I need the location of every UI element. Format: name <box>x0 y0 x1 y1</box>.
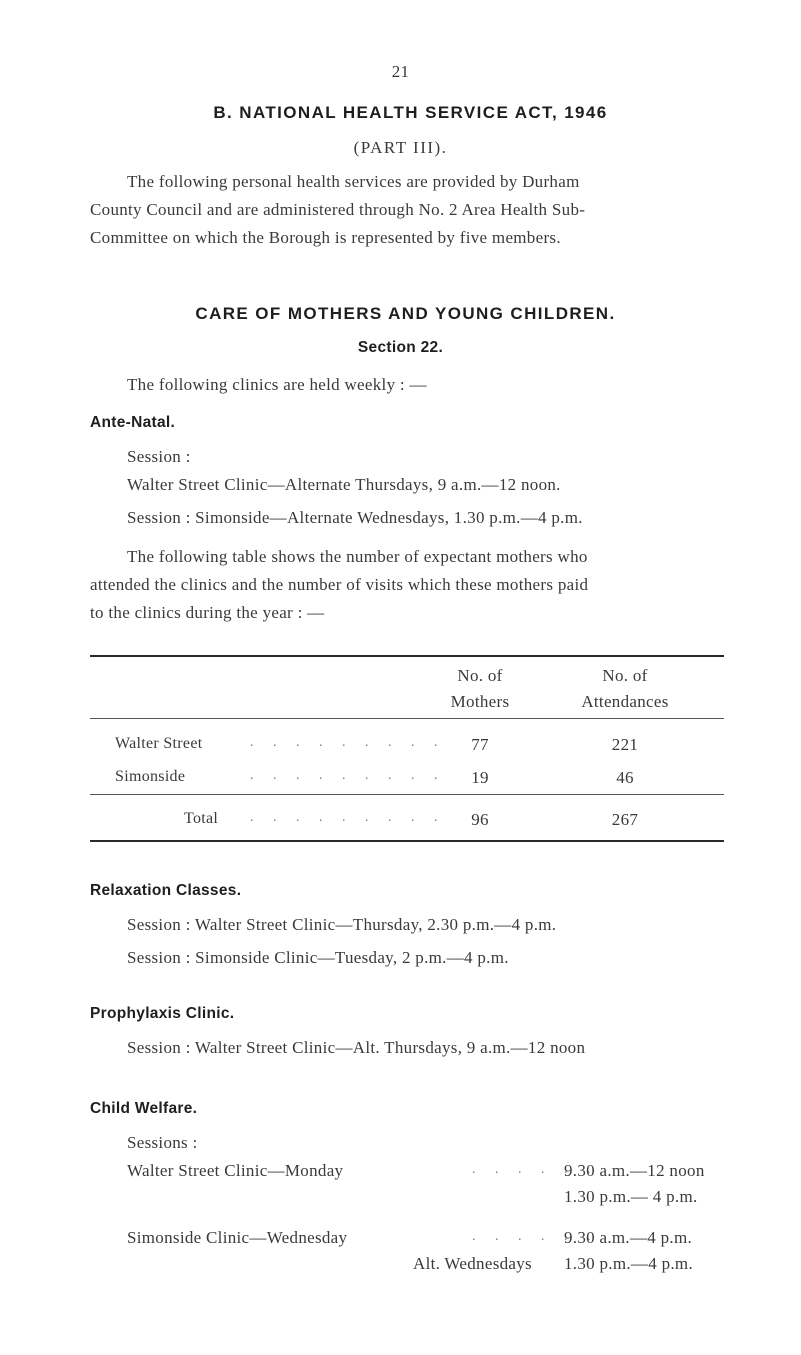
col-mothers-header-1: No. of <box>457 666 503 685</box>
child-welfare-alt-time: 1.30 p.m.—4 p.m. <box>564 1254 693 1273</box>
table-intro-3: to the clinics during the year : — <box>90 603 325 622</box>
intro-line-3: Committee on which the Borough is represented by five members. <box>90 228 561 247</box>
child-welfare-simonside-label: Simonside Clinic—Wednesday <box>127 1228 348 1247</box>
antenatal-session-2: Session : Simonside—Alternate Wednesdays, 1.30 p.m.—4 p.m. <box>127 508 583 527</box>
intro-line-2: County Council and are administered through No. 2 Area Health Sub- <box>90 200 586 219</box>
child-welfare-alt-label: Alt. Wednesdays <box>413 1254 532 1273</box>
col-attendances-header-2: Attendances <box>581 692 669 711</box>
row-total-label: Total <box>184 810 219 827</box>
row-walter-label: Walter Street <box>115 735 203 752</box>
row-total-mothers: 96 <box>471 810 489 829</box>
intro-line-1: The following personal health services are provided by Durham <box>127 172 580 191</box>
child-welfare-walter-dots: . . . . . . <box>472 1162 599 1177</box>
section-subheading: (PART III). <box>353 138 448 157</box>
child-welfare-simonside-dots: . . . . . . <box>472 1229 599 1244</box>
care-heading: CARE OF MOTHERS AND YOUNG CHILDREN. <box>195 304 616 323</box>
row-total-attendances: 267 <box>611 810 639 829</box>
clinics-intro: The following clinics are held weekly : — <box>127 375 427 394</box>
relaxation-line-2: Session : Simonside Clinic—Tuesday, 2 p.m.—4 p.m. <box>127 948 509 967</box>
row-simonside-attendances: 46 <box>616 768 634 787</box>
relaxation-line-1: Session : Walter Street Clinic—Thursday, 2.30 p.m.—4 p.m. <box>127 915 557 934</box>
child-welfare-walter-time-1: 9.30 a.m.—12 noon <box>564 1161 705 1180</box>
antenatal-session-label: Session : <box>127 447 191 466</box>
row-walter-dots: . . . . . . . . . <box>250 735 446 750</box>
col-attendances-header-1: No. of <box>602 666 648 685</box>
table-header-rule <box>90 718 724 719</box>
row-simonside-mothers: 19 <box>471 768 489 787</box>
section-heading: B. NATIONAL HEALTH SERVICE ACT, 1946 <box>213 103 608 122</box>
care-section-label: Section 22. <box>357 339 444 356</box>
prophylaxis-heading: Prophylaxis Clinic. <box>90 1005 235 1022</box>
table-total-rule <box>90 794 724 795</box>
child-welfare-simonside-time: 9.30 a.m.—4 p.m. <box>564 1228 693 1247</box>
row-walter-attendances: 221 <box>611 735 639 754</box>
row-simonside-label: Simonside <box>115 768 186 785</box>
antenatal-session-1: Walter Street Clinic—Alternate Thursdays, 9 a.m.—12 noon. <box>127 475 561 494</box>
child-welfare-walter-label: Walter Street Clinic—Monday <box>127 1161 344 1180</box>
child-welfare-heading: Child Welfare. <box>90 1100 198 1117</box>
row-simonside-dots: . . . . . . . . . <box>250 768 446 783</box>
row-total-dots: . . . . . . . . . <box>250 810 446 825</box>
table-top-rule <box>90 655 724 657</box>
child-welfare-sessions-label: Sessions : <box>127 1133 198 1152</box>
row-walter-mothers: 77 <box>471 735 489 754</box>
prophylaxis-line-1: Session : Walter Street Clinic—Alt. Thursdays, 9 a.m.—12 noon <box>127 1038 586 1057</box>
child-welfare-walter-time-2: 1.30 p.m.— 4 p.m. <box>564 1187 698 1206</box>
page-number: 21 <box>391 62 410 81</box>
table-intro-2: attended the clinics and the number of visits which these mothers paid <box>90 575 589 594</box>
relaxation-heading: Relaxation Classes. <box>90 882 242 899</box>
col-mothers-header-2: Mothers <box>450 692 510 711</box>
table-intro-1: The following table shows the number of expectant mothers who <box>127 547 588 566</box>
antenatal-heading: Ante-Natal. <box>90 414 176 431</box>
table-bottom-rule <box>90 840 724 842</box>
